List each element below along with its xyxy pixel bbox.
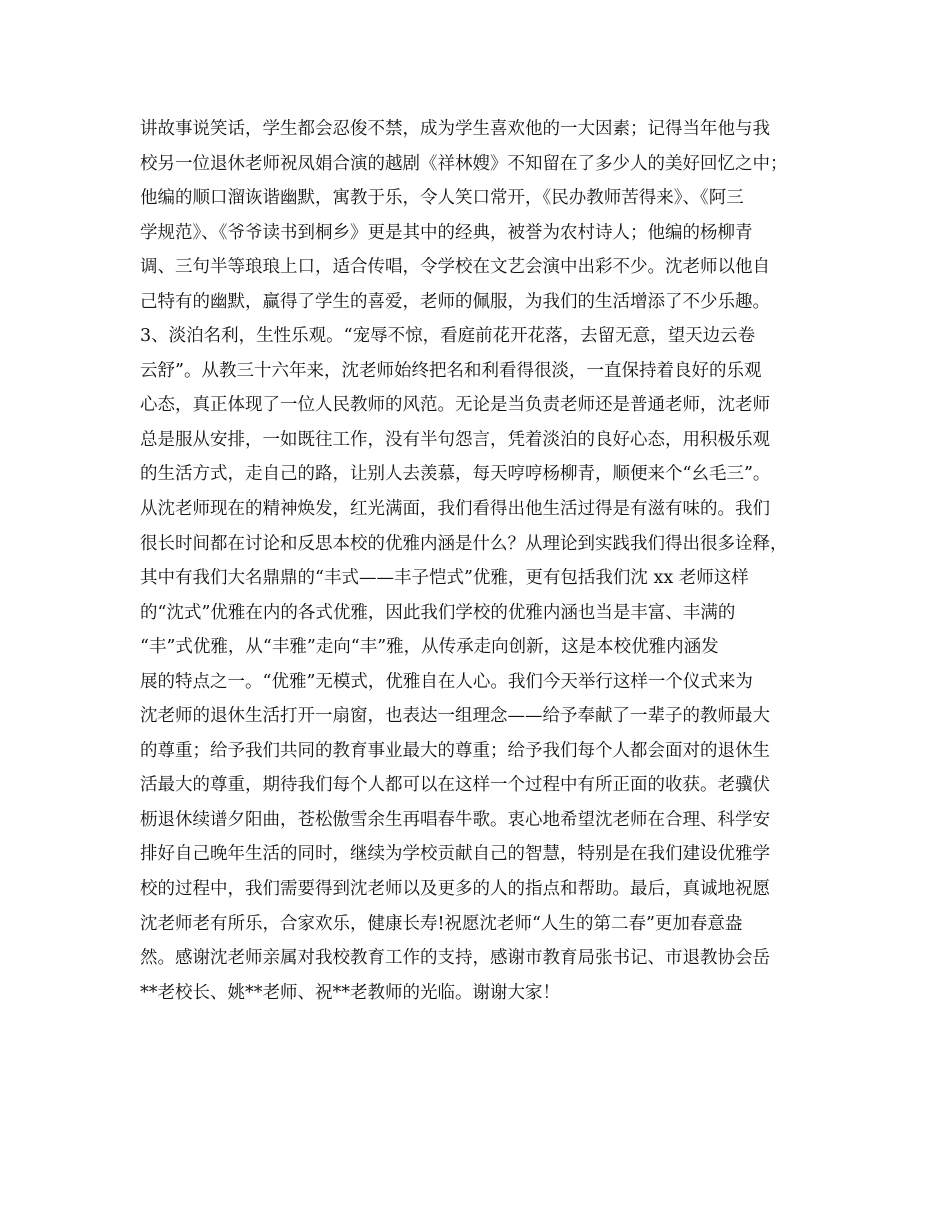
text-line: 的尊重；给予我们共同的教育事业最大的尊重；给予我们每个人都会面对的退休生 [140, 740, 770, 761]
text-line: 活最大的尊重，期待我们每个人都可以在这样一个过程中有所正面的收获。老骥伏 [140, 775, 770, 796]
text-line: 调、三句半等琅琅上口，适合传唱，令学校在文艺会演中出彩不少。沈老师以他自 [140, 257, 770, 278]
text-line: 的生活方式，走自己的路，让别人去羡慕，每天哼哼杨柳青，顺便来个“幺毛三”。 [140, 464, 771, 485]
text-line: 从沈老师现在的精神焕发，红光满面，我们看得出他生活过得是有滋有味的。我们 [140, 499, 770, 520]
text-line: 枥退休续谱夕阳曲，苍松傲雪余生再唱春牛歌。衷心地希望沈老师在合理、科学安 [140, 809, 770, 830]
text-line: 心态，真正体现了一位人民教师的风范。无论是当负责老师还是普通老师，沈老师 [140, 395, 770, 416]
text-line: 他编的顺口溜诙谐幽默，寓教于乐，令人笑口常开，《民办教师苦得来》、《阿三 [140, 188, 744, 209]
text-line: 讲故事说笑话，学生都会忍俊不禁，成为学生喜欢他的一大因素；记得当年他与我 [140, 119, 770, 139]
text-line: 的“沈式”优雅在内的各式优雅，因此我们学校的优雅内涵也当是丰富、丰满的 [140, 602, 736, 623]
text-line: 很长时间都在讨论和反思本校的优雅内涵是什么？从理论到实践我们得出很多诠释， [140, 533, 788, 554]
text-line: 校的过程中，我们需要得到沈老师以及更多的人的指点和帮助。最后，真诚地祝愿 [140, 879, 770, 900]
text-line: 沈老师的退休生活打开一扇窗，也表达一组理念——给予奉献了一辈子的教师最大 [140, 706, 770, 727]
text-line: 总是服从安排，一如既往工作，没有半句怨言，凭着淡泊的良好心态，用积极乐观 [140, 429, 770, 450]
text-line: 展的特点之一。“优雅”无模式，优雅自在人心。我们今天举行这样一个仪式来为 [140, 671, 753, 692]
text-line: 排好自己晚年生活的同时，继续为学校贡献自己的智慧，特别是在我们建设优雅学 [140, 844, 770, 865]
text-line: 然。感谢沈老师亲属对我校教育工作的支持，感谢市教育局张书记、市退教协会岳 [140, 948, 770, 969]
text-line: “丰”式优雅，从“丰雅”走向“丰”雅，从传承走向创新，这是本校优雅内涵发 [140, 637, 719, 658]
text-line: **老校长、姚**老师、祝**老教师的光临。谢谢大家！ [140, 982, 560, 1003]
text-line: 云舒”。从教三十六年来，沈老师始终把名和利看得很淡，一直保持着良好的乐观 [140, 360, 762, 381]
text-line: 己特有的幽默，赢得了学生的喜爱，老师的佩服，为我们的生活增添了不少乐趣。 [140, 291, 770, 312]
text-line: 校另一位退休老师祝凤娟合演的越剧《祥林嫂》不知留在了多少人的美好回忆之中； [140, 153, 788, 174]
document-body [140, 112, 830, 1010]
text-line: 学规范》、《爷爷读书到桐乡》更是其中的经典，被誉为农村诗人；他编的杨柳青 [140, 222, 753, 243]
text-line: 3、淡泊名利，生性乐观。“宠辱不惊，看庭前花开花落，去留无意，望天边云卷 [140, 326, 756, 347]
text-line: 其中有我们大名鼎鼎的“丰式——丰子恺式”优雅，更有包括我们沈 xx 老师这样 [140, 568, 749, 589]
text-line: 沈老师老有所乐，合家欢乐，健康长寿!祝愿沈老师“人生的第二春”更加春意盎 [140, 913, 743, 934]
